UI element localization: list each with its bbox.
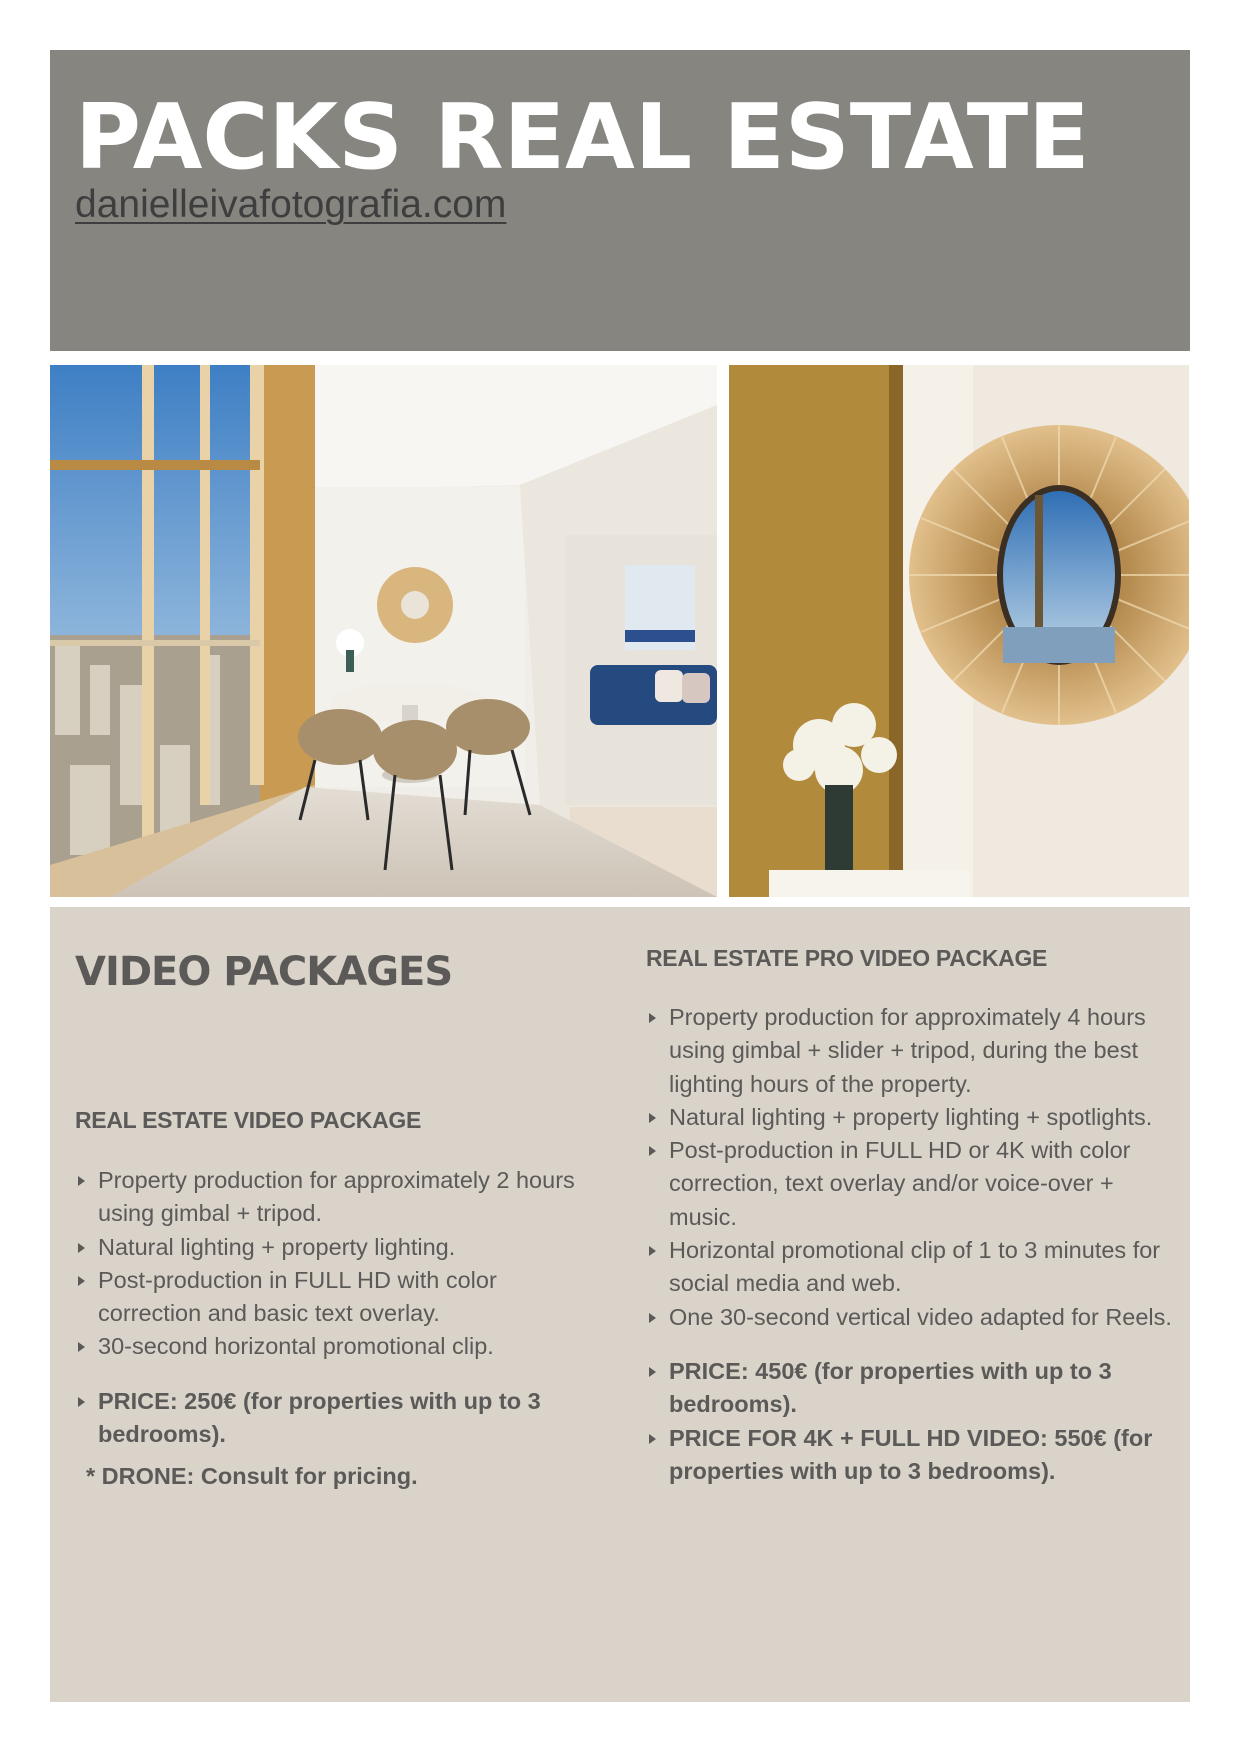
section-heading: VIDEO PACKAGES — [75, 949, 453, 995]
photo-mirror-detail — [729, 365, 1189, 897]
price-item: PRICE: 250€ (for properties with up to 3 bedrooms). — [75, 1385, 575, 1452]
price-item: PRICE: 450€ (for properties with up to 3 bedrooms). — [646, 1355, 1181, 1422]
list-item: Post-production in FULL HD with color correction and basic text overlay. — [75, 1264, 575, 1331]
terrace-dining-illustration — [50, 365, 717, 897]
price-item: PRICE FOR 4K + FULL HD VIDEO: 550€ (for properties with up to 3 bedrooms). — [646, 1422, 1181, 1489]
list-item: Post-production in FULL HD or 4K with color correction, text overlay and/or voice-over + music. — [646, 1134, 1181, 1234]
website-link[interactable]: danielleivafotografia.com — [75, 183, 507, 226]
list-item: 30-second horizontal promotional clip. — [75, 1330, 575, 1363]
list-item: Property production for approximately 2 hours using gimbal + tripod. — [75, 1164, 575, 1231]
list-item: Natural lighting + property lighting. — [75, 1231, 575, 1264]
package-features-pro — [646, 1001, 1181, 1488]
package-title-pro: REAL ESTATE PRO VIDEO PACKAGE — [646, 945, 1048, 971]
page-title: PACKS REAL ESTATE — [75, 85, 1090, 190]
photo-terrace-dining — [50, 365, 717, 897]
drone-note: * DRONE: Consult for pricing. — [86, 1463, 418, 1489]
list-item: Property production for approximately 4 hours using gimbal + slider + tripod, during the best lighting hours of the property. — [646, 1001, 1181, 1101]
list-item: One 30-second vertical video adapted for Reels. — [646, 1301, 1181, 1334]
package-features-standard — [75, 1164, 575, 1451]
packages-panel — [50, 907, 1190, 1702]
list-item: Horizontal promotional clip of 1 to 3 minutes for social media and web. — [646, 1234, 1181, 1301]
list-item: Natural lighting + property lighting + spotlights. — [646, 1101, 1181, 1134]
package-title-standard: REAL ESTATE VIDEO PACKAGE — [75, 1107, 422, 1133]
header-banner — [50, 50, 1190, 351]
mirror-illustration — [729, 365, 1189, 897]
